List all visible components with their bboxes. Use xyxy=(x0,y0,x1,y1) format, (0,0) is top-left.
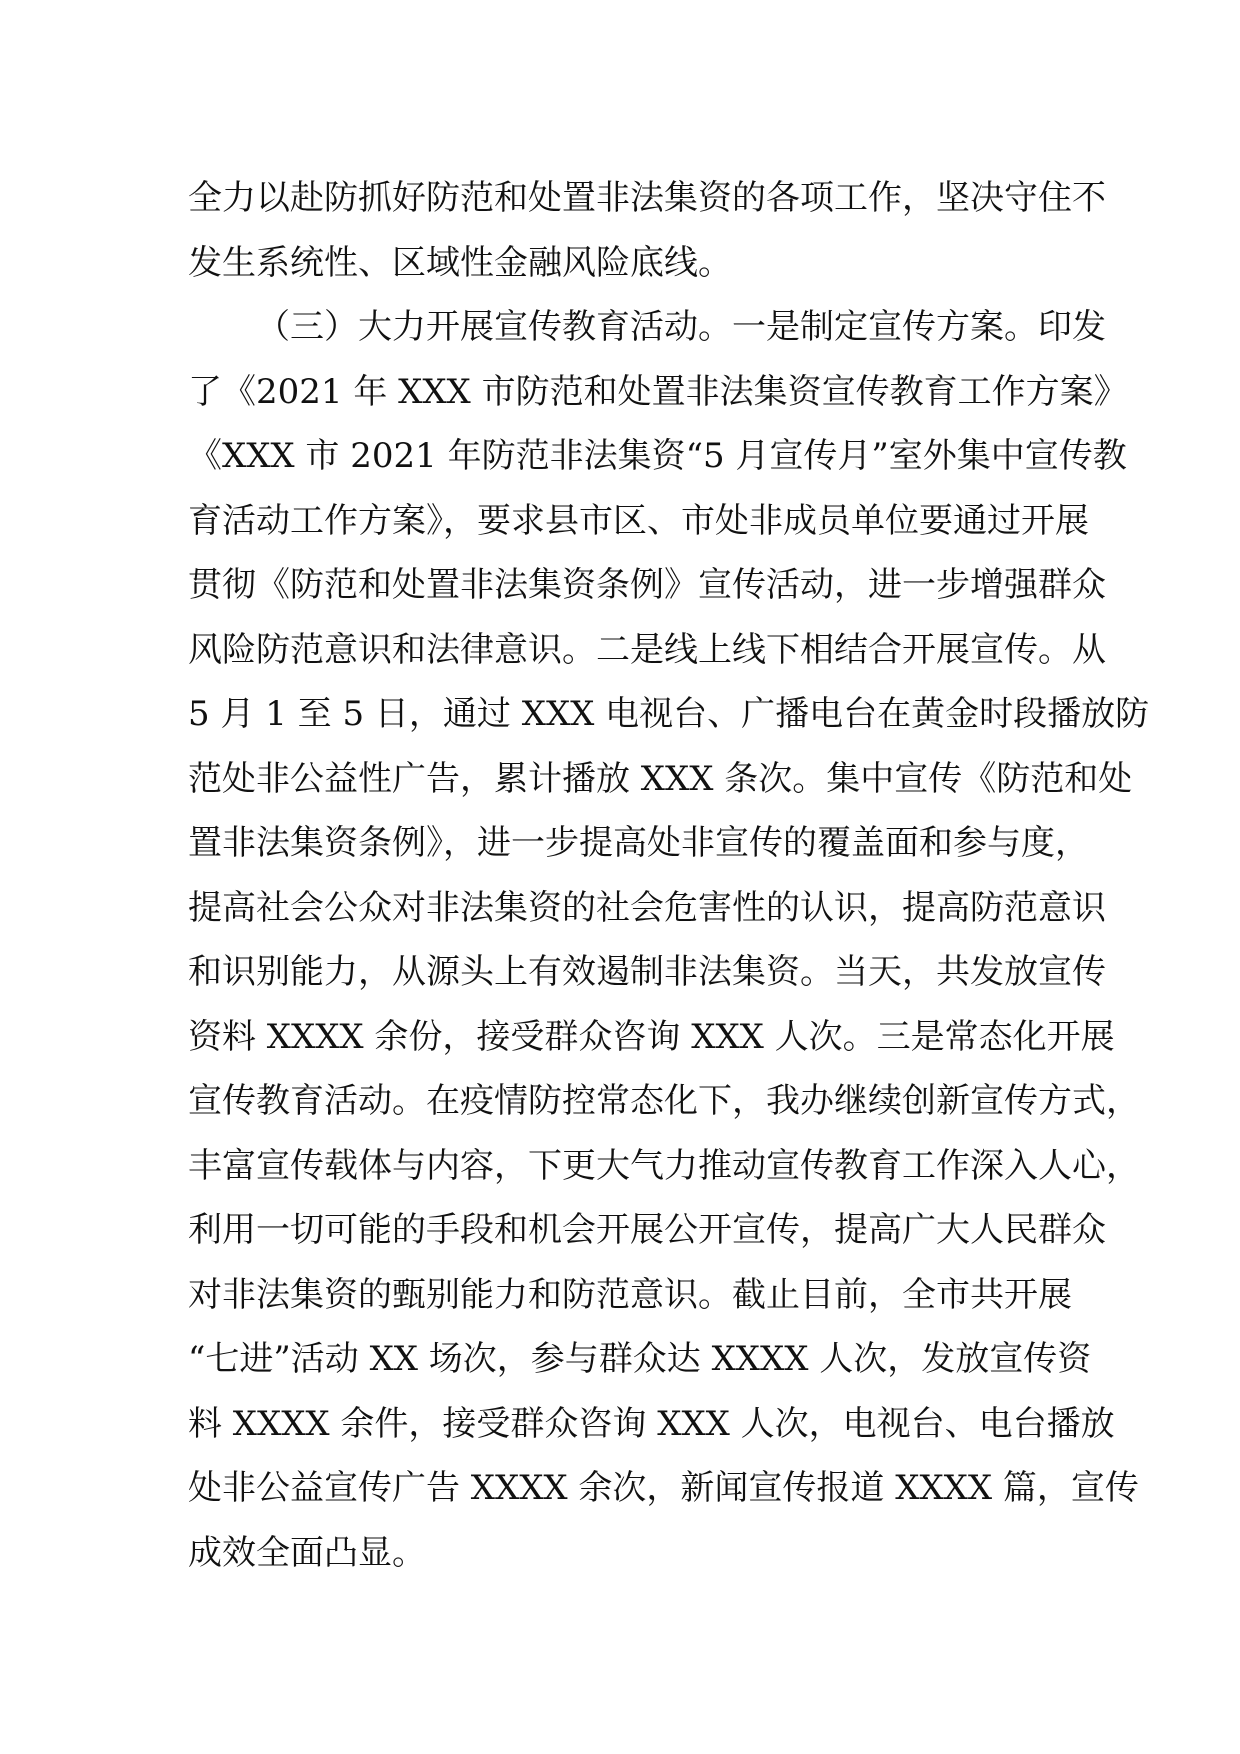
paragraph-line: 5 月 1 至 5 日，通过 XXX 电视台、广播电台在黄金时段播放防 xyxy=(188,694,1150,734)
paragraph-line: 宣传教育活动。在疫情防控常态化下，我办继续创新宣传方式， xyxy=(188,1081,1140,1121)
paragraph-line: 育活动工作方案》，要求县市区、市处非成员单位要通过开展 xyxy=(188,500,1089,541)
paragraph-line: 置非法集资条例》，进一步提高处非宣传的覆盖面和参与度， xyxy=(188,823,1089,863)
paragraph-line: 全力以赴防抓好防范和处置非法集资的各项工作，坚决守住不 xyxy=(188,178,1106,218)
paragraph-line: 对非法集资的甄别能力和防范意识。截止目前，全市共开展 xyxy=(188,1274,1072,1315)
paragraph-line: 《XXX 市 2021 年防范非法集资“5 月宣传月”室外集中宣传教 xyxy=(188,436,1127,476)
section-heading-line: （三）大力开展宣传教育活动。一是制定宣传方案。印发 xyxy=(256,307,1106,347)
paragraph-line: 料 XXXX 余件，接受群众咨询 XXX 人次，电视台、电台播放 xyxy=(188,1403,1115,1444)
paragraph-line: 资料 XXXX 余份，接受群众咨询 XXX 人次。三是常态化开展 xyxy=(188,1016,1115,1057)
paragraph-line: 成效全面凸显。 xyxy=(188,1532,426,1573)
paragraph-line: 利用一切可能的手段和机会开展公开宣传，提高广大人民群众 xyxy=(188,1210,1106,1250)
paragraph-line: “七进”活动 XX 场次，参与群众达 XXXX 人次，发放宣传资 xyxy=(188,1339,1092,1379)
paragraph-line: 发生系统性、区域性金融风险底线。 xyxy=(188,242,732,283)
paragraph-line: 了《2021 年 XXX 市防范和处置非法集资宣传教育工作方案》 xyxy=(188,371,1128,412)
paragraph-line: 提高社会公众对非法集资的社会危害性的认识，提高防范意识 xyxy=(188,887,1106,928)
document-body xyxy=(188,166,1150,1585)
paragraph-line: 丰富宣传载体与内容，下更大气力推动宣传教育工作深入人心， xyxy=(188,1145,1140,1186)
paragraph-line: 处非公益宣传广告 XXXX 余次，新闻宣传报道 XXXX 篇，宣传 xyxy=(188,1468,1139,1508)
paragraph-line: 贯彻《防范和处置非法集资条例》宣传活动，进一步增强群众 xyxy=(188,565,1106,605)
paragraph-line: 和识别能力，从源头上有效遏制非法集资。当天，共发放宣传 xyxy=(188,952,1106,992)
paragraph-line: 风险防范意识和法律意识。二是线上线下相结合开展宣传。从 xyxy=(188,629,1106,670)
paragraph-line: 范处非公益性广告，累计播放 XXX 条次。集中宣传《防范和处 xyxy=(188,758,1133,799)
